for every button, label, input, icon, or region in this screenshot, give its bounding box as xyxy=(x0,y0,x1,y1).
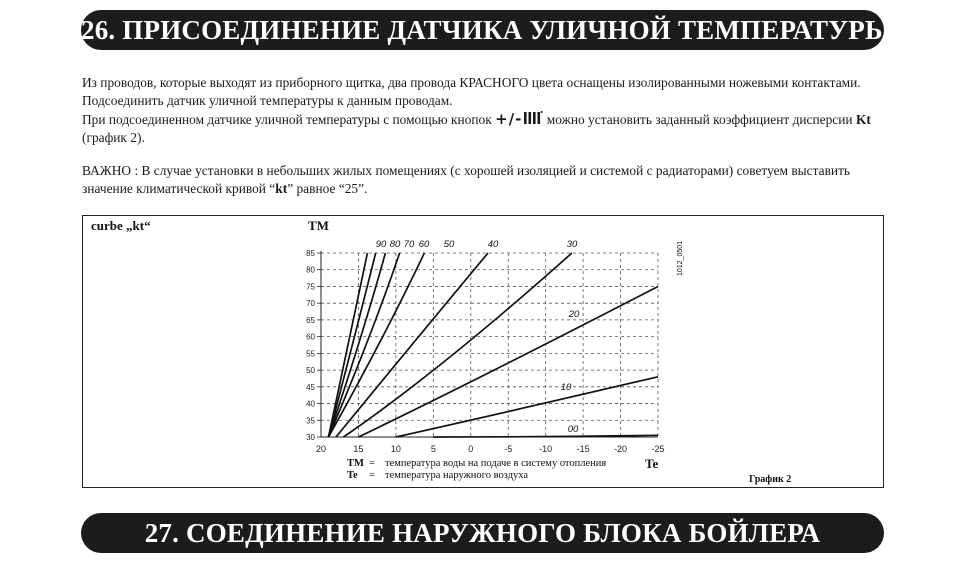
x-tick-label: 10 xyxy=(390,444,401,454)
curve-label-20: 20 xyxy=(568,309,580,320)
curve-label-80: 80 xyxy=(389,239,401,250)
text-graph-ref: (график 2). xyxy=(82,130,145,145)
legend-sep: = xyxy=(369,458,375,469)
curve-label-70: 70 xyxy=(403,239,415,250)
curve-label-30: 30 xyxy=(566,239,578,250)
y-axis-title: TM xyxy=(308,218,329,233)
y-tick-label: 40 xyxy=(306,399,315,409)
kt-term-2: kt xyxy=(275,181,288,196)
y-tick-label: 30 xyxy=(306,433,315,442)
figure-code: 1012_0501 xyxy=(677,240,684,276)
plus-minus-label: +/- xyxy=(495,110,523,128)
x-tick-label: 20 xyxy=(315,444,327,454)
x-axis-title: Te xyxy=(645,456,659,471)
paragraph-instructions xyxy=(82,74,892,147)
y-tick-label: 60 xyxy=(306,332,315,342)
curve-kt-10 xyxy=(396,377,658,437)
text-important-tail: ” равное “25”. xyxy=(287,181,368,196)
text-wires: Из проводов, которые выходят из приборного щитка, два провода КРАСНОГО цвета оснащены изолированными ножевыми контактами. Подсоединить датчик уличной температуры к данным проводам. xyxy=(82,75,861,108)
y-tick-label: 75 xyxy=(306,282,315,292)
x-tick-label: 15 xyxy=(353,444,364,454)
text-buttons-rest: можно установить заданный коэффициент дисперсии xyxy=(546,112,853,127)
y-tick-label: 80 xyxy=(306,265,315,275)
x-tick-label: 0 xyxy=(468,444,474,454)
section-27-title: 27. СОЕДИНЕНИЕ НАРУЖНОГО БЛОКА БОЙЛЕРА xyxy=(81,513,884,553)
legend-text: температура воды на подаче в систему отопления xyxy=(385,458,607,469)
plus-minus-buttons xyxy=(495,110,543,128)
legend-text: температура наружного воздуха xyxy=(385,470,529,481)
x-tick-label: -15 xyxy=(576,444,590,454)
curve-kt-60 xyxy=(328,253,399,437)
curve-label-50: 50 xyxy=(443,239,455,250)
legend-key: Te xyxy=(347,470,358,481)
curve-kt-70 xyxy=(328,253,385,437)
paragraph-important xyxy=(82,162,892,198)
y-tick-label: 85 xyxy=(306,249,315,258)
text-important-lead: ВАЖНО : В случае установки в небольших жилых помещениях (с хорошей изоляцией и системой с радиаторами) советуем выставить значение климатической кривой “ xyxy=(82,163,851,196)
radiator-icon xyxy=(523,111,543,125)
x-tick-label: -10 xyxy=(539,444,553,454)
curve-kt-80 xyxy=(328,253,375,437)
y-tick-label: 70 xyxy=(306,299,315,309)
curve-label-90: 90 xyxy=(375,239,387,250)
legend-key: TM xyxy=(347,458,364,469)
x-tick-label: 5 xyxy=(430,444,436,454)
kt-term: Kt xyxy=(855,112,871,127)
curve-label-10: 10 xyxy=(560,382,572,393)
curve-label-40: 40 xyxy=(487,239,499,250)
chart-frame xyxy=(82,215,884,488)
climate-curves-chart xyxy=(83,216,883,487)
chart-curve-title: curbe „kt“ xyxy=(91,218,151,233)
x-tick-label: -25 xyxy=(651,444,665,454)
y-tick-label: 65 xyxy=(306,315,315,325)
y-tick-label: 55 xyxy=(306,349,315,359)
section-26-title: 26. ПРИСОЕДИНЕНИЕ ДАТЧИКА УЛИЧНОЙ ТЕМПЕРАТУРЫ xyxy=(81,10,884,50)
y-tick-label: 45 xyxy=(306,382,315,392)
legend-sep: = xyxy=(369,470,375,481)
curve-label-00: 00 xyxy=(567,424,579,435)
text-buttons-lead: При подсоединенном датчике уличной температуры с помощью кнопок xyxy=(82,112,492,127)
y-tick-label: 50 xyxy=(306,366,315,376)
curve-kt-50 xyxy=(328,253,424,437)
y-tick-label: 35 xyxy=(306,416,315,426)
curve-kt-90 xyxy=(328,253,367,437)
x-tick-label: -20 xyxy=(614,444,628,454)
curve-label-60: 60 xyxy=(418,239,430,250)
graph-caption: График 2 xyxy=(749,474,792,485)
x-tick-label: -5 xyxy=(504,444,513,454)
